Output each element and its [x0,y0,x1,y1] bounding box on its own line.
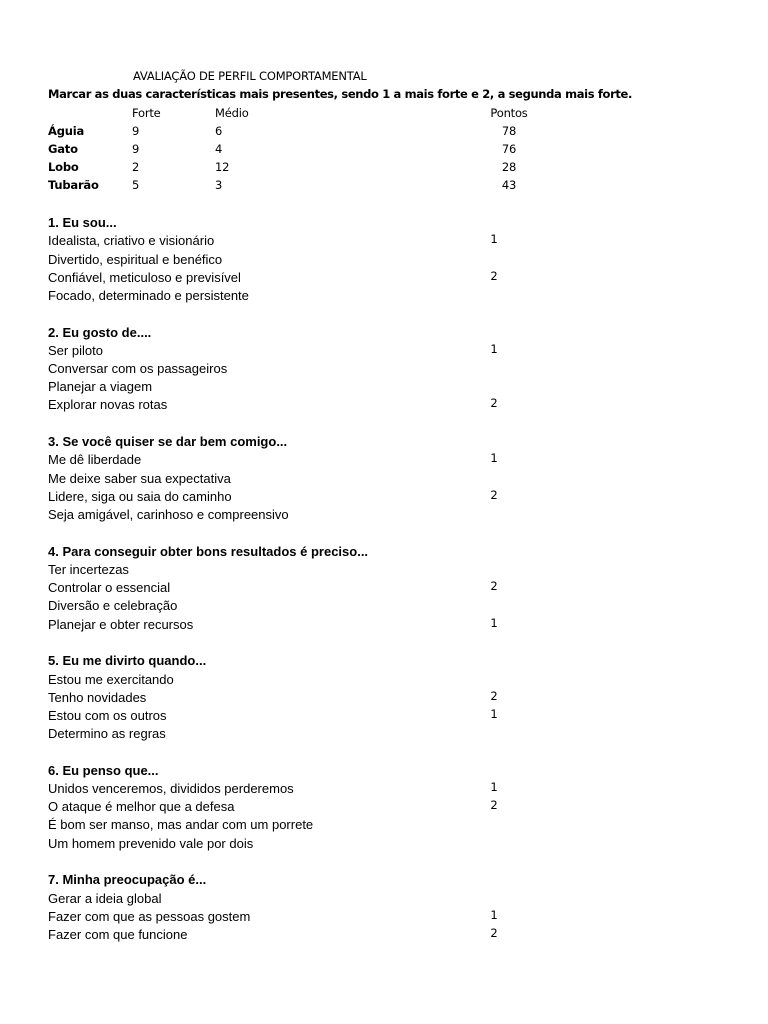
option-text: Me dê liberdade [48,452,142,468]
answer-option [48,269,548,287]
question-title: 6. Eu penso que... [48,762,159,778]
question-title: 4. Para conseguir obter bons resultados é preciso... [48,543,369,559]
option-text: Um homem prevenido vale por dois [48,835,254,851]
score-row-gato [48,140,549,158]
header-empty [48,104,132,122]
answer-option [48,342,548,360]
score-row-lobo [48,158,549,176]
answer-option [48,890,548,908]
option-text: Tenho novidades [48,689,147,705]
answer-option [48,506,548,524]
option-text: Confiável, meticuloso e previsível [48,269,241,285]
question-title: 7. Minha preocupação é... [48,872,207,888]
answer-option [48,597,548,615]
answer-option [48,780,548,798]
answer-option [48,707,548,725]
option-text: Idealista, criativo e visionário [48,233,215,249]
row-forte: 5 [132,178,140,192]
row-medio: 6 [215,124,223,138]
answer-option [48,470,548,488]
option-rank: 2 [490,396,498,411]
row-name: Lobo [48,160,79,174]
option-text: Planejar e obter recursos [48,616,194,632]
question-3 [48,433,548,524]
option-text: Estou me exercitando [48,671,174,687]
score-row-tubarao [48,176,549,194]
option-rank: 1 [490,341,498,356]
question-1 [48,214,548,305]
question-7 [48,871,548,944]
option-rank: 2 [490,688,498,703]
option-rank: 2 [490,487,498,502]
score-table-header [48,104,549,122]
option-text: Diversão e celebração [48,598,178,614]
answer-option [48,287,548,305]
option-text: Lidere, siga ou saia do caminho [48,488,232,504]
score-table [48,104,549,194]
question-title: 3. Se você quiser se dar bem comigo... [48,434,288,450]
option-text: Determino as regras [48,726,166,742]
header-pontos: Pontos [490,106,528,120]
answer-option [48,835,548,853]
row-forte: 9 [132,124,140,138]
option-text: Ser piloto [48,342,103,358]
question-title: 2. Eu gosto de.... [48,324,152,340]
answer-option [48,671,548,689]
row-medio: 3 [215,178,223,192]
questions-list [48,214,548,963]
option-text: Gerar a ideia global [48,890,162,906]
answer-option [48,926,548,944]
question-4 [48,543,548,634]
option-rank: 1 [490,232,498,247]
row-pontos: 76 [501,142,517,156]
option-text: Me deixe saber sua expectativa [48,470,231,486]
option-text: Divertido, espiritual e benéfico [48,251,223,267]
answer-option [48,725,548,743]
question-5 [48,652,548,743]
row-forte: 9 [132,142,140,156]
option-text: Explorar novas rotas [48,397,168,413]
answer-option [48,616,548,634]
option-text: Seja amigável, carinhoso e compreensivo [48,507,289,523]
option-rank: 1 [490,907,498,922]
option-rank: 1 [490,706,498,721]
option-rank: 2 [490,579,498,594]
option-rank: 2 [490,268,498,283]
row-name: Tubarão [48,178,99,192]
answer-option [48,816,548,834]
header-forte: Forte [132,106,161,120]
option-text: Ter incertezas [48,561,129,577]
answer-option [48,488,548,506]
option-text: É bom ser manso, mas andar com um porrete [48,817,314,833]
option-rank: 2 [490,798,498,813]
option-text: Conversar com os passageiros [48,361,228,377]
option-text: Controlar o essencial [48,580,171,596]
question-6 [48,762,548,853]
score-row-aguia [48,122,549,140]
answer-option [48,360,548,378]
option-text: Estou com os outros [48,707,167,723]
answer-option [48,378,548,396]
answer-option [48,232,548,250]
row-medio: 12 [215,160,230,174]
option-rank: 1 [490,615,498,630]
answer-option [48,908,548,926]
row-pontos: 28 [501,160,517,174]
option-rank: 1 [490,780,498,795]
answer-option [48,798,548,816]
row-medio: 4 [215,142,223,156]
option-text: Fazer com que funcione [48,926,188,942]
option-rank: 2 [490,925,498,940]
option-rank: 1 [490,451,498,466]
answer-option [48,689,548,707]
answer-option [48,451,548,469]
answer-option [48,251,548,269]
page-title: AVALIAÇÃO DE PERFIL COMPORTAMENTAL [133,69,367,83]
row-name: Gato [48,142,78,156]
option-text: Planejar a viagem [48,379,153,395]
option-text: Fazer com que as pessoas gostem [48,908,251,924]
instruction-text: Marcar as duas características mais presentes, sendo 1 a mais forte e 2, a segunda mais forte. [48,87,633,101]
row-forte: 2 [132,160,140,174]
question-title: 1. Eu sou... [48,215,117,230]
answer-option [48,561,548,579]
question-2 [48,324,548,415]
header-medio: Médio [215,106,249,120]
row-pontos: 43 [501,178,517,192]
row-name: Águia [48,124,85,138]
question-title: 5. Eu me divirto quando... [48,653,207,669]
answer-option [48,579,548,597]
answer-option [48,396,548,414]
option-text: Unidos venceremos, divididos perderemos [48,781,294,797]
option-text: O ataque é melhor que a defesa [48,799,235,815]
option-text: Focado, determinado e persistente [48,287,249,303]
row-pontos: 78 [501,124,517,138]
